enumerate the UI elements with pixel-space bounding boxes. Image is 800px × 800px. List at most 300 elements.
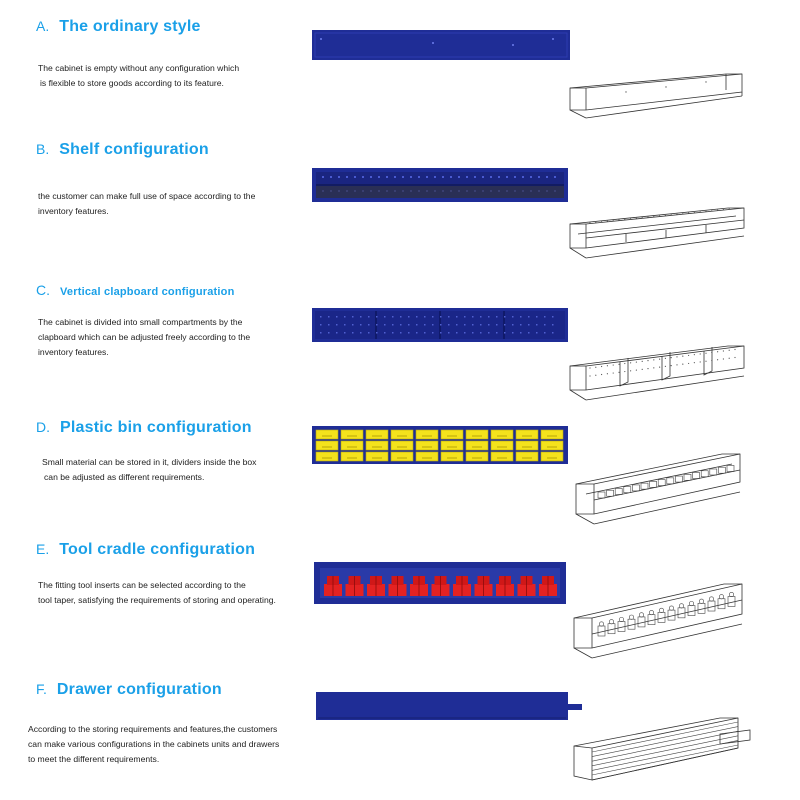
perforation-hole <box>336 332 338 334</box>
perforation-hole <box>392 316 394 318</box>
perforation-hole <box>546 176 548 178</box>
perforation-hole <box>442 176 444 178</box>
plastic-bin <box>341 430 363 439</box>
perforation-hole <box>552 332 554 334</box>
perforation-hole <box>464 324 466 326</box>
section-description <box>38 315 250 360</box>
perforation-hole <box>601 374 602 375</box>
perforation-hole <box>400 332 402 334</box>
plastic-bin <box>316 441 338 450</box>
perforation-hole <box>458 190 460 192</box>
perforation-hole <box>384 324 386 326</box>
perforation-hole <box>322 190 324 192</box>
cabinet-sketch <box>566 70 746 128</box>
perforation-hole <box>613 372 614 373</box>
perforation-hole <box>472 316 474 318</box>
plastic-bin <box>366 430 388 439</box>
plastic-bin <box>516 441 538 450</box>
perforation-hole <box>613 220 614 221</box>
description-line: the customer can make full use of space according to the <box>38 191 256 201</box>
perforation-hole <box>424 332 426 334</box>
section-description <box>38 61 239 91</box>
bin-label-slot <box>497 435 507 437</box>
plastic-bin <box>541 452 563 461</box>
perforation-hole <box>320 332 322 334</box>
perforation-hole <box>368 324 370 326</box>
perforation-hole <box>480 316 482 318</box>
perforation-hole <box>400 324 402 326</box>
section-letter: F. <box>36 681 47 697</box>
plastic-bin <box>667 478 674 484</box>
description-line: clapboard which can be adjusted freely according to the <box>38 332 251 342</box>
perforation-hole <box>434 176 436 178</box>
perforation-hole <box>472 332 474 334</box>
plastic-bin <box>641 483 648 489</box>
perforation-hole <box>384 316 386 318</box>
perforation-hole <box>682 364 683 365</box>
tool-holder <box>609 620 613 624</box>
perforation-hole <box>528 316 530 318</box>
perforation-hole <box>336 324 338 326</box>
perforation-hole <box>410 190 412 192</box>
perforation-hole <box>368 332 370 334</box>
description-line: The cabinet is empty without any configuration which <box>38 63 240 73</box>
perforation-hole <box>512 316 514 318</box>
perforation-hole <box>538 176 540 178</box>
bin-label-slot <box>422 435 432 437</box>
perforation-hole <box>488 324 490 326</box>
plastic-bin <box>441 452 463 461</box>
drawer-front <box>592 740 738 770</box>
perforation-hole <box>376 324 378 326</box>
perforation-hole <box>456 324 458 326</box>
section-title: Drawer configuration <box>56 681 222 698</box>
perforation-hole <box>328 332 330 334</box>
perforation-hole <box>653 216 654 217</box>
description-line: The cabinet is divided into small compartments by the <box>38 317 243 327</box>
perforation-hole <box>723 350 724 351</box>
perforation-hole <box>705 361 706 362</box>
perforation-hole <box>647 360 648 361</box>
perforation-hole <box>474 176 476 178</box>
perforation-hole <box>360 332 362 334</box>
perforation-hole <box>498 176 500 178</box>
bin-label-slot <box>447 446 457 448</box>
perforation-hole <box>636 361 637 362</box>
perforation-hole <box>647 217 648 218</box>
perforation-hole <box>694 354 695 355</box>
section-heading <box>36 18 201 36</box>
perforation-hole <box>682 356 683 357</box>
perforation-hole <box>432 316 434 318</box>
perforation-hole <box>595 222 596 223</box>
perforation-hole <box>729 208 730 209</box>
tool-cradle-cabinet-sketch <box>570 578 746 662</box>
plastic-bin <box>416 452 438 461</box>
perforation-hole <box>528 324 530 326</box>
section-title: Tool cradle configuration <box>59 541 256 558</box>
perforation-hole <box>688 355 689 356</box>
drawer-front <box>592 736 738 766</box>
perforation-hole <box>717 210 718 211</box>
plastic-bin <box>466 441 488 450</box>
bin-label-slot <box>322 435 332 437</box>
perforation-hole <box>384 332 386 334</box>
perforation-hole <box>636 218 637 219</box>
bin-label-slot <box>372 457 382 459</box>
section-heading <box>36 541 255 559</box>
description-line: can be adjusted as different requirements. <box>44 472 205 482</box>
perforation-hole <box>482 176 484 178</box>
perforation-hole <box>448 332 450 334</box>
perforation-hole <box>624 371 625 372</box>
cabinet-photo <box>312 30 570 60</box>
perforation-hole <box>659 367 660 368</box>
perforation-hole <box>352 332 354 334</box>
perforation-hole <box>734 357 735 358</box>
perforation-hole <box>344 332 346 334</box>
perforation-hole <box>554 176 556 178</box>
tool-holder <box>719 595 723 599</box>
perforation-hole <box>688 213 689 214</box>
perforation-hole <box>514 190 516 192</box>
perforation-hole <box>488 316 490 318</box>
perforation-hole <box>338 176 340 178</box>
plastic-bin <box>366 441 388 450</box>
perforation-hole <box>642 369 643 370</box>
perforation-hole <box>700 361 701 362</box>
perforation-hole <box>474 190 476 192</box>
perforation-hole <box>386 176 388 178</box>
perforation-hole <box>424 324 426 326</box>
perforation-hole <box>729 358 730 359</box>
tool-holder <box>629 615 633 619</box>
section-description <box>38 189 255 219</box>
perforation-hole <box>642 217 643 218</box>
perforation-hole <box>448 324 450 326</box>
perforation-hole <box>717 359 718 360</box>
perforation-hole <box>504 324 506 326</box>
bin-label-slot <box>522 457 532 459</box>
tool-holder <box>679 604 683 608</box>
tool-holder <box>659 608 663 612</box>
perforation-hole <box>392 332 394 334</box>
perforation-hole <box>346 190 348 192</box>
plastic-bin <box>615 488 622 494</box>
bin-label-slot <box>472 435 482 437</box>
perforation-hole <box>506 176 508 178</box>
perforation-hole <box>536 316 538 318</box>
perforation-hole <box>330 190 332 192</box>
plastic-bin <box>316 452 338 461</box>
perforation-hole <box>552 324 554 326</box>
drawer-cabinet-photo <box>316 692 584 722</box>
description-line: can make various configurations in the cabinets units and drawers <box>28 739 280 749</box>
plastic-bin <box>598 492 605 498</box>
tool-holder <box>619 617 623 621</box>
perforation-hole <box>456 332 458 334</box>
perforation-hole <box>320 324 322 326</box>
section-title: Vertical clapboard configuration <box>60 286 235 298</box>
perforation-hole <box>659 215 660 216</box>
perforation-hole <box>676 214 677 215</box>
plastic-bin <box>658 480 665 486</box>
perforation-hole <box>480 324 482 326</box>
perforation-hole <box>402 190 404 192</box>
plastic-bin <box>727 465 734 471</box>
section-description <box>28 722 279 767</box>
bin-label-slot <box>397 435 407 437</box>
bin-label-slot <box>397 457 407 459</box>
perforation-hole <box>490 176 492 178</box>
drawer-front <box>592 745 738 775</box>
perforation-hole <box>498 190 500 192</box>
clapboard-cabinet-sketch <box>566 342 748 406</box>
perforation-hole <box>370 176 372 178</box>
bin-label-slot <box>447 435 457 437</box>
bin-label-slot <box>322 457 332 459</box>
perforation-hole <box>694 212 695 213</box>
perforation-hole <box>338 190 340 192</box>
perforation-hole <box>589 375 590 376</box>
section-letter: B. <box>36 141 50 157</box>
perforation-hole <box>362 190 364 192</box>
perforation-hole <box>607 221 608 222</box>
perforation-hole <box>630 218 631 219</box>
perforation-hole <box>544 332 546 334</box>
bin-label-slot <box>472 446 482 448</box>
clapboard-cabinet-photo <box>312 308 568 342</box>
plastic-bin <box>366 452 388 461</box>
drawer-cabinet-sketch <box>570 712 756 792</box>
perforation-hole <box>376 332 378 334</box>
perforation-hole <box>601 366 602 367</box>
plastic-bin-cabinet-sketch <box>572 448 744 528</box>
perforation-hole <box>700 211 701 212</box>
plastic-bin <box>341 441 363 450</box>
section-letter: D. <box>36 419 50 435</box>
bin-label-slot <box>522 435 532 437</box>
plastic-bin <box>491 430 513 439</box>
perforation-hole <box>595 375 596 376</box>
perforation-hole <box>723 358 724 359</box>
plastic-bin <box>541 430 563 439</box>
perforation-hole <box>394 176 396 178</box>
perforation-hole <box>734 208 735 209</box>
perforation-hole <box>734 349 735 350</box>
perforation-hole <box>458 176 460 178</box>
perforation-hole <box>426 176 428 178</box>
plastic-bin <box>466 452 488 461</box>
perforation-hole <box>659 359 660 360</box>
perforation-hole <box>717 351 718 352</box>
perforation-hole <box>344 316 346 318</box>
section-description <box>38 578 276 608</box>
description-line: According to the storing requirements and features,the customers <box>28 724 278 734</box>
perforation-hole <box>480 332 482 334</box>
perforation-hole <box>450 190 452 192</box>
plastic-bin <box>624 487 631 493</box>
bin-label-slot <box>447 457 457 459</box>
bin-label-slot <box>547 457 557 459</box>
plastic-bin <box>441 430 463 439</box>
perforation-hole <box>440 316 442 318</box>
perforation-hole <box>601 221 602 222</box>
description-line: The fitting tool inserts can be selected according to the <box>38 580 246 590</box>
perforation-hole <box>711 352 712 353</box>
perforation-hole <box>624 363 625 364</box>
perforation-hole <box>671 214 672 215</box>
perforation-hole <box>464 332 466 334</box>
perforation-hole <box>613 364 614 365</box>
plastic-bin <box>710 469 717 475</box>
bin-label-slot <box>397 446 407 448</box>
perforation-hole <box>618 364 619 365</box>
tool-holder <box>689 601 693 605</box>
plastic-bin <box>650 481 657 487</box>
plastic-bin <box>675 476 682 482</box>
bin-label-slot <box>547 446 557 448</box>
perforation-hole <box>520 332 522 334</box>
perforation-hole <box>723 209 724 210</box>
perforation-hole <box>688 363 689 364</box>
perforation-hole <box>653 359 654 360</box>
perforation-hole <box>642 361 643 362</box>
perforation-hole <box>418 176 420 178</box>
plastic-bin <box>607 490 614 496</box>
bin-label-slot <box>547 435 557 437</box>
perforation-hole <box>408 332 410 334</box>
perforation-hole <box>496 324 498 326</box>
perforation-hole <box>504 316 506 318</box>
perforation-hole <box>416 332 418 334</box>
perforation-hole <box>386 190 388 192</box>
perforation-hole <box>416 316 418 318</box>
perforation-hole <box>464 316 466 318</box>
perforation-hole <box>408 316 410 318</box>
perforation-hole <box>520 316 522 318</box>
perforation-hole <box>362 176 364 178</box>
bin-label-slot <box>497 446 507 448</box>
perforation-hole <box>442 190 444 192</box>
perforation-hole <box>496 316 498 318</box>
section-heading <box>36 681 222 699</box>
plastic-bin <box>491 452 513 461</box>
perforation-hole <box>729 350 730 351</box>
perforation-hole <box>514 176 516 178</box>
perforation-hole <box>522 190 524 192</box>
perforation-hole <box>607 365 608 366</box>
description-line: inventory features. <box>38 347 109 357</box>
perforation-hole <box>488 332 490 334</box>
perforation-hole <box>330 176 332 178</box>
perforation-hole <box>370 190 372 192</box>
perforation-hole <box>528 332 530 334</box>
section-letter: E. <box>36 541 50 557</box>
perforation-hole <box>536 332 538 334</box>
perforation-hole <box>618 220 619 221</box>
perforation-hole <box>466 190 468 192</box>
perforation-hole <box>456 316 458 318</box>
perforation-hole <box>424 316 426 318</box>
perforation-hole <box>711 210 712 211</box>
perforation-hole <box>410 176 412 178</box>
plastic-bin <box>391 441 413 450</box>
bin-label-slot <box>347 446 357 448</box>
perforation-hole <box>552 316 554 318</box>
perforation-hole <box>416 324 418 326</box>
plastic-bin <box>316 430 338 439</box>
perforation-hole <box>536 324 538 326</box>
drawer-front <box>592 722 738 752</box>
perforation-hole <box>630 370 631 371</box>
perforation-hole <box>408 324 410 326</box>
perforation-hole <box>354 190 356 192</box>
perforation-hole <box>328 324 330 326</box>
perforation-hole <box>607 373 608 374</box>
perforation-hole <box>700 353 701 354</box>
tool-holder <box>669 606 673 610</box>
perforation-hole <box>504 332 506 334</box>
perforation-hole <box>368 316 370 318</box>
perforation-hole <box>440 332 442 334</box>
perforation-hole <box>705 353 706 354</box>
perforation-hole <box>506 190 508 192</box>
perforation-hole <box>512 324 514 326</box>
plastic-bin <box>632 485 639 491</box>
section-letter: C. <box>36 282 50 298</box>
perforation-hole <box>378 176 380 178</box>
perforation-hole <box>711 360 712 361</box>
perforation-hole <box>546 190 548 192</box>
perforation-hole <box>554 190 556 192</box>
plastic-bin <box>693 473 700 479</box>
perforation-hole <box>530 190 532 192</box>
description-line: inventory features. <box>38 206 109 216</box>
perforation-hole <box>354 176 356 178</box>
drawer-front <box>592 731 738 761</box>
perforation-hole <box>624 219 625 220</box>
perforation-hole <box>482 190 484 192</box>
section-title: The ordinary style <box>59 18 201 35</box>
perforation-hole <box>400 316 402 318</box>
perforation-hole <box>520 324 522 326</box>
description-line: Small material can be stored in it, dividers inside the box <box>42 457 257 467</box>
bin-label-slot <box>347 457 357 459</box>
perforation-hole <box>378 190 380 192</box>
perforation-hole <box>694 362 695 363</box>
bin-label-slot <box>347 435 357 437</box>
perforation-hole <box>432 324 434 326</box>
section-heading <box>36 282 235 300</box>
perforation-hole <box>352 324 354 326</box>
bin-label-slot <box>372 446 382 448</box>
bin-label-slot <box>472 457 482 459</box>
plastic-bin <box>391 430 413 439</box>
bin-label-slot <box>497 457 507 459</box>
perforation-hole <box>490 190 492 192</box>
plastic-bin <box>684 474 691 480</box>
description-line: is flexible to store goods according to its feature. <box>40 78 224 88</box>
bin-label-slot <box>422 446 432 448</box>
plastic-bin <box>341 452 363 461</box>
perforation-hole <box>671 357 672 358</box>
shelf-cabinet-photo <box>312 168 568 202</box>
section-heading <box>36 141 209 159</box>
perforation-hole <box>394 190 396 192</box>
perforation-hole <box>466 176 468 178</box>
perforation-hole <box>322 176 324 178</box>
